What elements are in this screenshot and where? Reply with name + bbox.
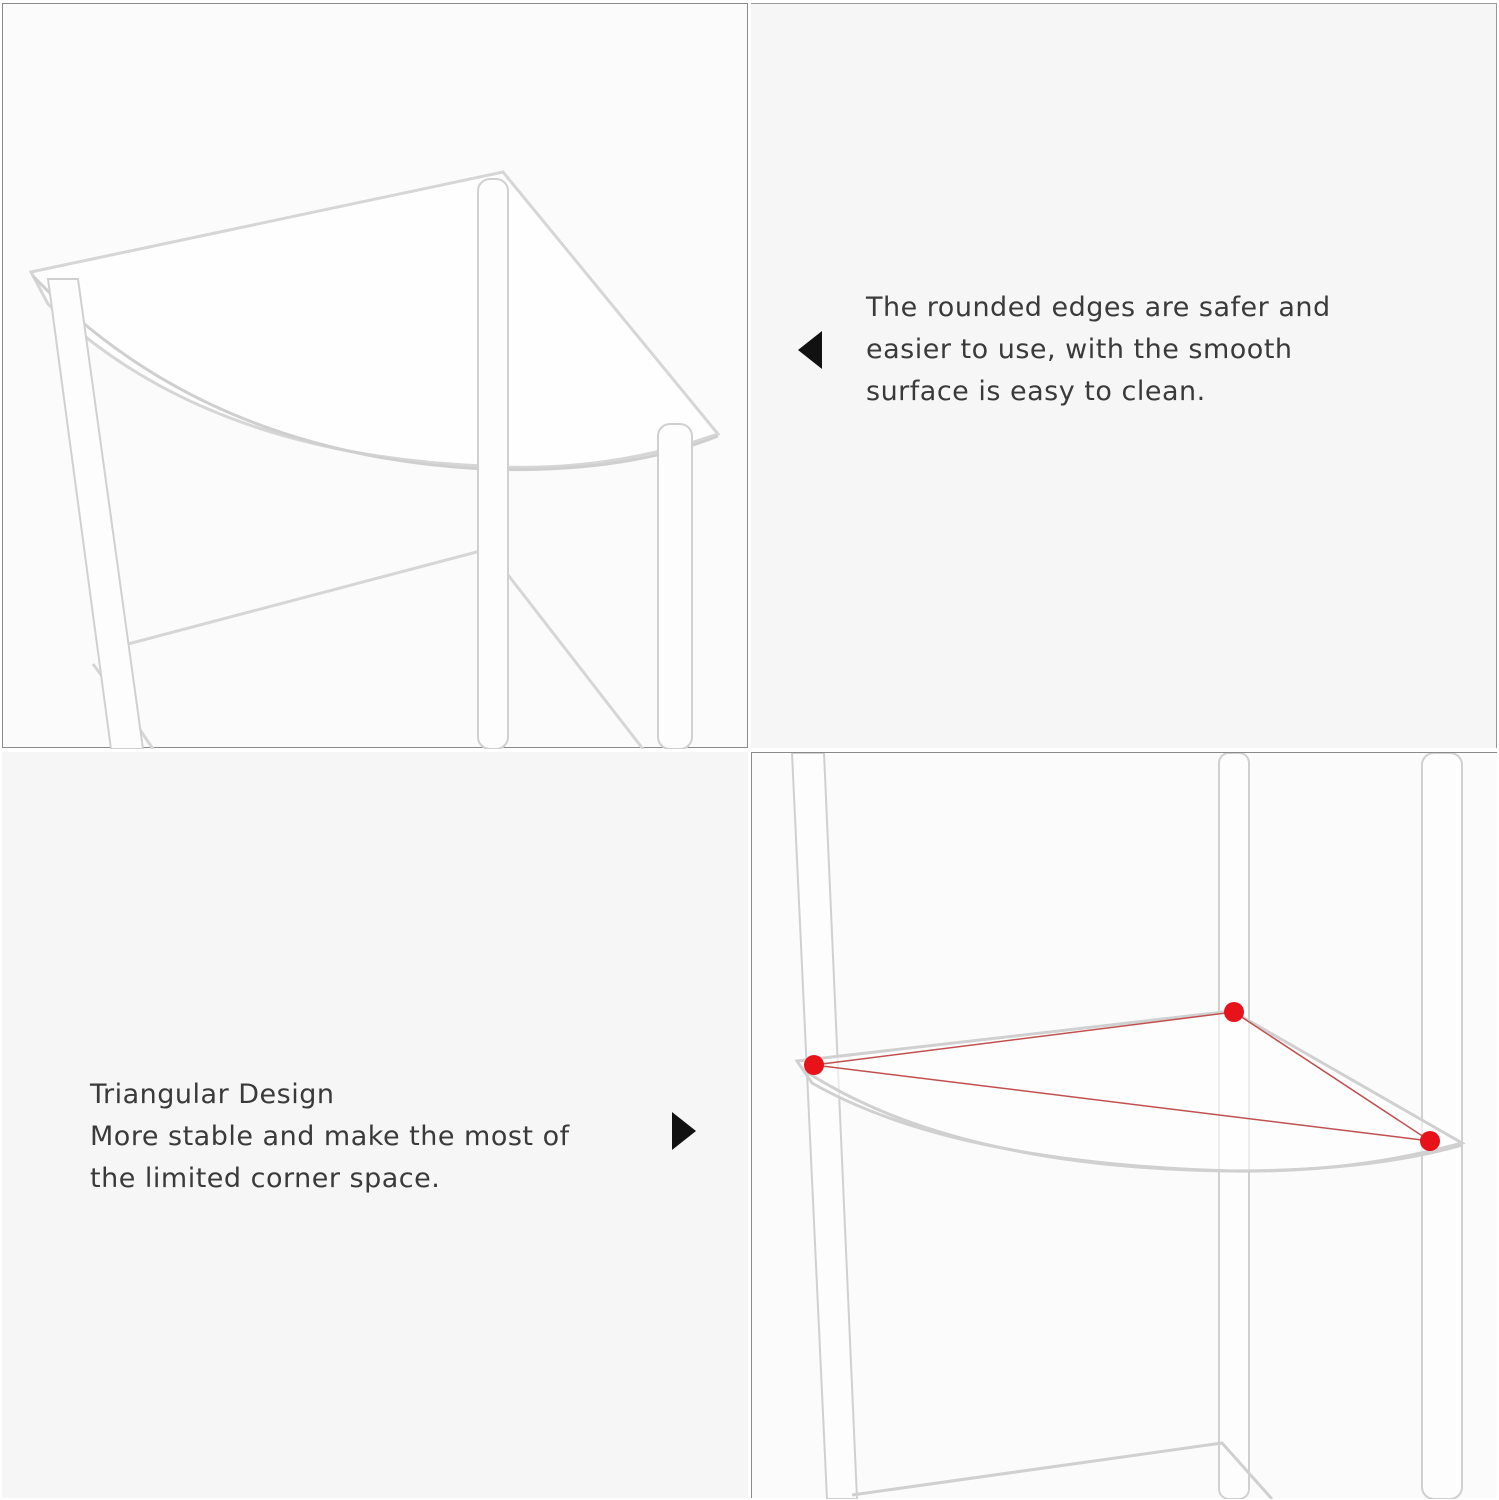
triangular-design-info-panel bbox=[2, 752, 748, 1498]
marker-dot bbox=[804, 1055, 824, 1075]
shelf-top-photo bbox=[2, 3, 748, 748]
triangle-shelf-illustration bbox=[752, 753, 1498, 1499]
triangular-design-caption bbox=[90, 1074, 570, 1200]
caption-line: More stable and make the most of bbox=[90, 1121, 570, 1152]
marker-dot bbox=[1420, 1131, 1440, 1151]
arrow-right-icon bbox=[672, 1112, 696, 1150]
caption-heading: Triangular Design bbox=[90, 1079, 335, 1110]
marker-dot bbox=[1224, 1002, 1244, 1022]
arrow-left-icon bbox=[798, 331, 822, 369]
acrylic-shelf-illustration bbox=[3, 4, 749, 749]
caption-line: surface is easy to clean. bbox=[866, 376, 1206, 407]
shelf-triangle-photo bbox=[751, 752, 1497, 1498]
caption-line: easier to use, with the smooth bbox=[866, 334, 1293, 365]
rounded-edges-info-panel bbox=[751, 3, 1497, 748]
caption-line: The rounded edges are safer and bbox=[866, 292, 1331, 323]
caption-line: the limited corner space. bbox=[90, 1163, 441, 1194]
rounded-edges-caption bbox=[866, 287, 1331, 413]
